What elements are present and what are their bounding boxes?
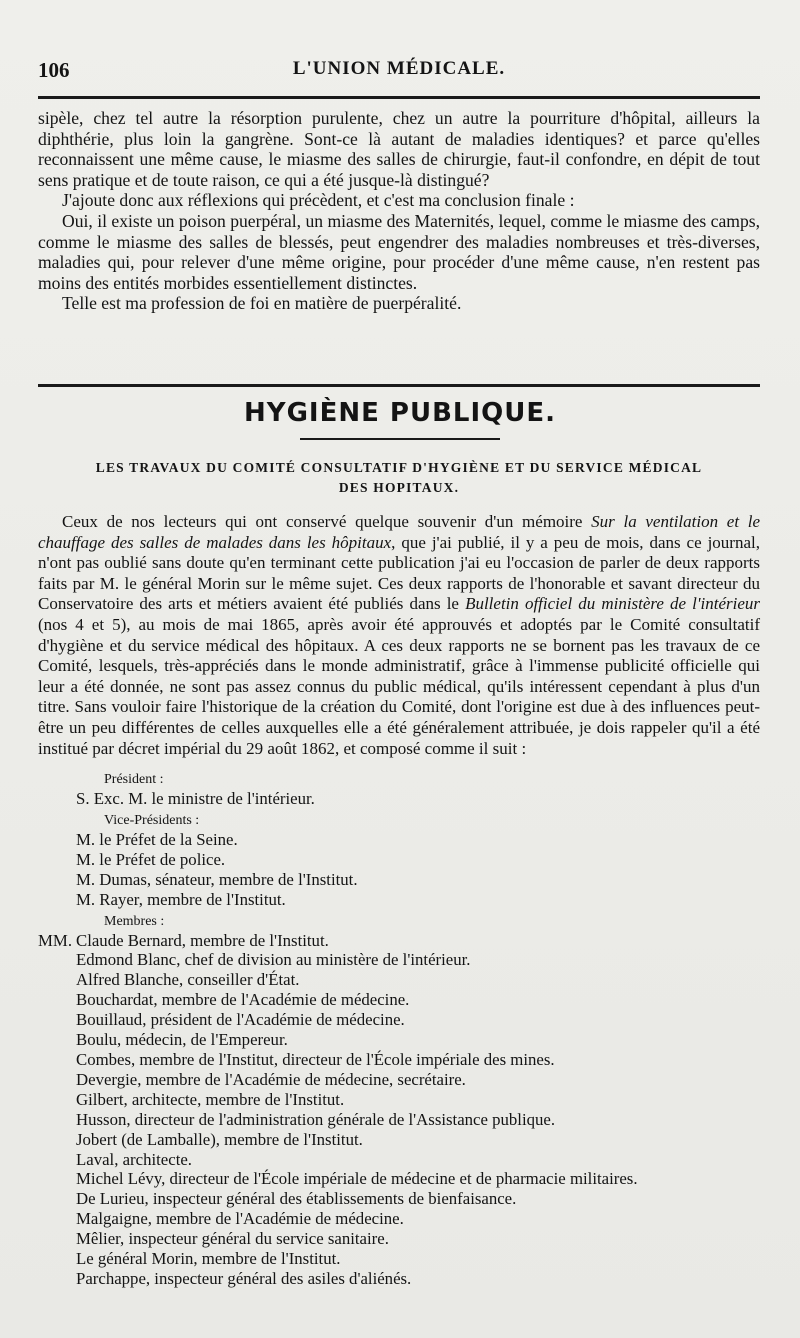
- section-title-underline: [300, 438, 500, 440]
- member: Laval, architecte.: [76, 1149, 192, 1169]
- member: Michel Lévy, directeur de l'École impériale de médecine et de pharmacie militaires.: [76, 1169, 638, 1189]
- vice-president: M. Rayer, membre de l'Institut.: [76, 889, 286, 909]
- member: Malgaigne, membre de l'Académie de médecine.: [76, 1209, 404, 1229]
- section-divider: [38, 384, 760, 387]
- paragraph: [38, 512, 760, 759]
- article-title: [38, 458, 760, 498]
- member: Boulu, médecin, de l'Empereur.: [76, 1030, 288, 1050]
- running-header: [38, 58, 760, 86]
- member: Bouillaud, président de l'Académie de médecine.: [76, 1010, 405, 1030]
- italic-title: Bulletin officiel du ministère de l'intérieur: [465, 594, 761, 614]
- article-body: [38, 512, 760, 759]
- member: Edmond Blanc, chef de division au ministère de l'intérieur.: [76, 950, 471, 970]
- members-prefix: MM.: [38, 930, 73, 950]
- president-label: Président :: [104, 772, 164, 787]
- section-title: HYGIÈNE PUBLIQUE.: [243, 398, 556, 428]
- article-title-line: LES TRAVAUX DU COMITÉ CONSULTATIF D'HYGIÈNE ET DU SERVICE MÉDICAL: [95, 460, 703, 475]
- member: Le général Morin, membre de l'Institut.: [76, 1249, 341, 1269]
- member-text: Claude Bernard, membre de l'Institut.: [76, 930, 329, 950]
- paragraph: Telle est ma profession de foi en matière de puerpéralité.: [62, 293, 462, 314]
- vice-president: M. le Préfet de la Seine.: [76, 829, 238, 849]
- member: De Lurieu, inspecteur général des établissements de bienfaisance.: [76, 1189, 517, 1209]
- member: Bouchardat, membre de l'Académie de médecine.: [76, 990, 410, 1010]
- journal-title: L'UNION MÉDICALE.: [292, 58, 506, 79]
- member: Combes, membre de l'Institut, directeur de l'École impériale des mines.: [76, 1049, 555, 1069]
- continued-article: [38, 108, 760, 314]
- article-title-line: DES HOPITAUX.: [338, 480, 460, 495]
- member: Parchappe, inspecteur général des asiles d'aliénés.: [76, 1268, 412, 1288]
- member: Gilbert, architecte, membre de l'Institut.: [76, 1089, 345, 1109]
- paragraph: J'ajoute donc aux réflexions qui précèdent, et c'est ma conclusion finale :: [62, 190, 575, 211]
- paragraph: sipèle, chez tel autre la résorption purulente, chez un autre la pourriture d'hôpital, ailleurs la diphthérie, plus loin la gangrène. Sont-ce là autant de maladies identiques? et parce qu'elles reconnaissent une même cause, le miasme des salles de chirurgie, faut-il confondre, en dépit de tout sens pratique et de toute raison, ce qui a été jusque-là distingué?: [38, 108, 760, 190]
- member: Mêlier, inspecteur général du service sanitaire.: [76, 1229, 389, 1249]
- vice-president: M. Dumas, sénateur, membre de l'Institut.: [76, 869, 358, 889]
- header-rule: [38, 96, 760, 99]
- italic-title: Sur la ventilation et le chauffage des salles de malades dans les hôpitaux: [38, 512, 761, 552]
- text-run: Ceux de nos lecteurs qui ont conservé quelque souvenir d'un mémoire: [62, 512, 592, 531]
- vice-president: M. le Préfet de police.: [76, 849, 226, 869]
- member: Jobert (de Lamballe), membre de l'Institut.: [76, 1129, 363, 1149]
- member: Alfred Blanche, conseiller d'État.: [76, 970, 300, 990]
- vice-presidents-label: Vice-Présidents :: [104, 812, 200, 828]
- paragraph: Oui, il existe un poison puerpéral, un miasme des Maternités, lequel, comme le miasme des camps, comme le miasme des salles de blessés, peut engendrer des maladies nombreuses et très-diverses, maladies qui, pour relever d'une même origine, pour procéder d'une même cause, n'en restent pas moins des entités morbides essentiellement distinctes.: [38, 210, 760, 293]
- members-label: Membres :: [104, 913, 165, 929]
- member: Husson, directeur de l'administration générale de l'Assistance publique.: [76, 1109, 556, 1129]
- member: [38, 931, 760, 951]
- text-run: , que j'ai publié, il y a peu de mois, dans ce journal, n'ont pas oublié sans doute qu'en terminant cette publication j'ai eu l'occasion de parler de deux rapports faits par M. le général Morin sur le même sujet. Ces deux rapports de l'honorable et savant directeur du Conservatoire des arts et métiers avaient été publiés dans le: [38, 532, 760, 614]
- committee-list: [38, 770, 760, 1289]
- member: Devergie, membre de l'Académie de médecine, secrétaire.: [76, 1069, 466, 1089]
- president-name: S. Exc. M. le ministre de l'intérieur.: [76, 789, 315, 808]
- page-number: 106: [38, 58, 70, 82]
- text-run: (nos 4 et 5), au mois de mai 1865, après avoir été approuvés et adoptés par le Comité consultatif d'hygiène et du service médical des hôpitaux. A ces deux rapports ne se bornent pas les travaux de ce Comité, lesquels, très-appréciés dans le monde administratif, grâce à l'immense publicité officielle qui leur a été donnée, ne sont pas assez connus du public médical, qu'ils intéressent cependant à plus d'un titre. Sans vouloir faire l'historique de la création du Comité, dont l'origine est due à des influences peut-être un peu différentes de celles auxquelles elle a été généralement attribuée, je dois rappeler qu'il a été institué par décret impérial du 29 août 1862, et composé comme il suit :: [38, 614, 760, 758]
